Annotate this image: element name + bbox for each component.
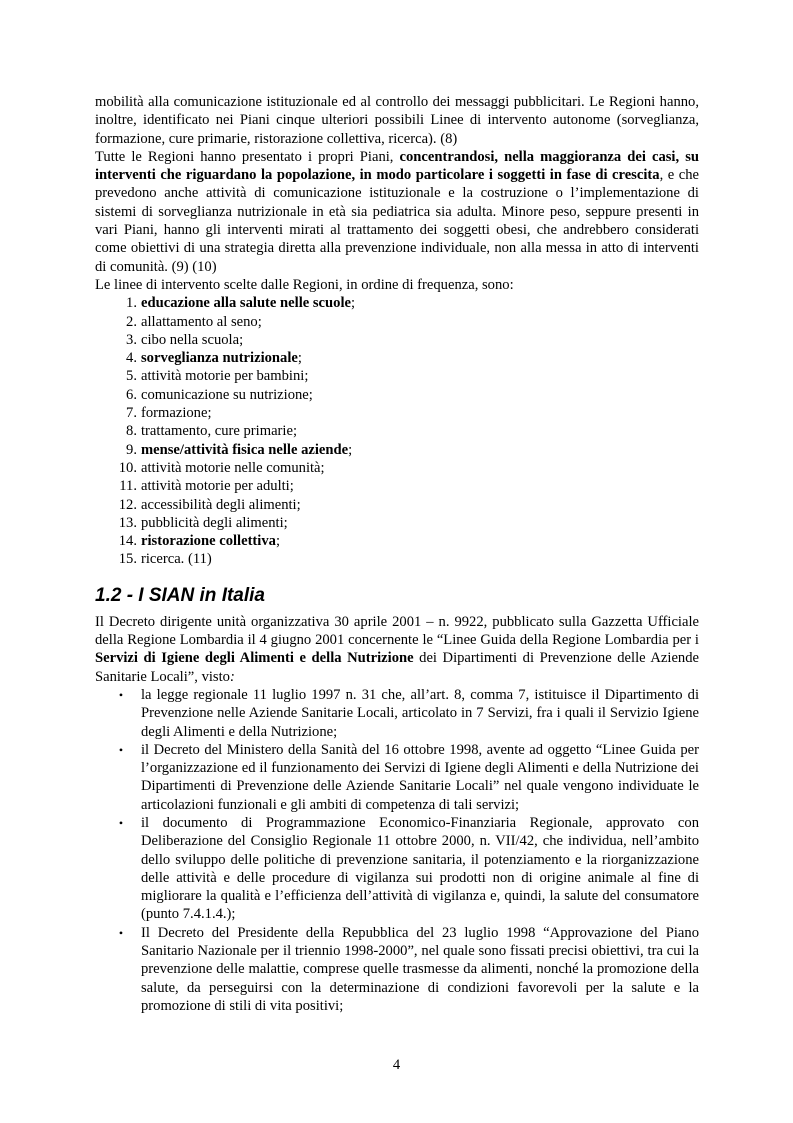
list-number: 14. <box>118 533 137 550</box>
list-text <box>141 496 301 514</box>
decree-text-emphasis: Servizi di Igiene degli Alimenti e della Nutrizione <box>95 650 414 667</box>
list-number: 1. <box>126 295 137 312</box>
list-text-main: accessibilità degli alimenti; <box>141 496 301 513</box>
list-text-main: attività motorie nelle comunità; <box>141 459 325 476</box>
list-text-main: comunicazione su nutrizione; <box>141 386 313 403</box>
list-number: 4. <box>126 350 137 367</box>
list-text <box>141 459 325 477</box>
intro-paragraph-3: Le linee di intervento scelte dalle Regioni, in ordine di frequenza, sono: <box>95 276 514 293</box>
list-text-main: educazione alla salute nelle scuole <box>141 295 351 312</box>
reference-text: Il Decreto del Presidente della Repubblica del 23 luglio 1998 “Approvazione del Piano Sanitario Nazionale per il triennio 1998-2000”, nel quale sono fissati precisi obiettivi, tra cui la prevenzione delle malattie, comprese quelle trasmesse da alimenti, nonché la promozione della salute, da perseguirsi con la determinazione di condizioni favorevoli per la salute e la promozione di stili di vita positivi; <box>141 924 699 1014</box>
intervention-line-item <box>95 294 699 312</box>
decree-text-end: dei Dipartimenti di Prevenzione delle Aziende Sanitarie Locali”, visto <box>95 650 699 685</box>
list-text <box>141 404 212 422</box>
intervention-line-item <box>95 514 699 532</box>
intro-paragraph-2-emphasis: concentrandosi, nella maggioranza dei casi, su interventi che riguardano la popolazione, in modo particolare i soggetti in fase di crescita <box>95 148 699 184</box>
list-text-main: formazione; <box>141 405 212 422</box>
list-number: 3. <box>126 331 137 348</box>
list-text-main: ricerca. (11) <box>141 551 212 568</box>
reference-text: il documento di Programmazione Economico-Finanziaria Regionale, approvato con Deliberazione del Consiglio Regionale 11 ottobre 2000, n. VII/42, che individua, nell’ambito dello sviluppo delle politiche di prevenzione sanitaria, il potenziamento e la riorganizzazione delle attività e delle procedure di vigilanza sui prodotti non di origine animale al fine di migliorare la qualità e l’efficienza dell’attività di vigilanza e, quindi, la salute del consumatore (punto 7.4.1.4.); <box>141 814 699 923</box>
list-number: 5. <box>126 368 137 385</box>
intervention-line-item <box>95 496 699 514</box>
list-text <box>141 294 355 312</box>
list-text-main: sorveglianza nutrizionale <box>141 350 298 367</box>
page-number: 4 <box>392 1057 401 1073</box>
list-text-suffix: ; <box>350 295 356 312</box>
intervention-lines-list <box>95 294 699 568</box>
intervention-line-item <box>95 422 699 440</box>
bullet-icon: • <box>118 742 124 757</box>
list-number: 2. <box>126 313 137 330</box>
intro-paragraph-1: mobilità alla comunicazione istituzionale ed al controllo dei messaggi pubblicitari. Le Regioni hanno, inoltre, identificato nei Piani cinque ulteriori possibili Linee di intervento autonome (sorveglianza, formazione, cure primarie, ristorazione collettiva, ricerca). (8) <box>95 94 699 147</box>
intervention-line-item <box>95 331 699 349</box>
bullet-icon: • <box>118 815 124 830</box>
list-text-main: attività motorie per bambini; <box>141 368 309 385</box>
reference-item <box>95 686 699 741</box>
list-text <box>141 514 288 532</box>
list-text-main: pubblicità degli alimenti; <box>141 514 288 531</box>
decree-text-start: Il Decreto dirigente unità organizzativa 30 aprile 2001 – n. 9922, pubblicato sulla Gazzetta Ufficiale della Regione Lombardia il 4 giugno 2001 concernente le “Linee Guida della Regione Lombardia per i <box>95 613 699 649</box>
reference-item <box>95 814 699 924</box>
list-text <box>141 477 294 495</box>
list-text <box>141 313 262 331</box>
list-number: 9. <box>126 441 137 458</box>
bullet-icon: • <box>118 687 124 702</box>
list-text <box>141 349 302 367</box>
list-text <box>141 422 297 440</box>
intervention-line-item <box>95 550 699 568</box>
section-heading: 1.2 - I SIAN in Italia <box>95 584 265 606</box>
intervention-line-item <box>95 313 699 331</box>
list-text-main: trattamento, cure primarie; <box>141 423 297 440</box>
reference-text: il Decreto del Ministero della Sanità del 16 ottobre 1998, avente ad oggetto “Linee Guida per l’organizzazione ed il funzionamento dei Servizi di Igiene degli Alimenti e della Nutrizione dei Dipartimenti di Prevenzione delle Aziende Sanitarie Locali” nel quale vengono individuate le articolazioni funzionali e gli ambiti di competenza di tali servizi; <box>141 741 699 813</box>
reference-text: la legge regionale 11 luglio 1997 n. 31 che, all’art. 8, comma 7, istituisce il Dipartimento di Prevenzione nelle Aziende Sanitarie Locali, articolato in 7 Servizi, fra i quali il Servizio Igiene degli Alimenti e della Nutrizione; <box>141 686 699 740</box>
list-text <box>141 550 212 568</box>
intro-paragraph-2-start: Tutte le Regioni hanno presentato i propri Piani, <box>95 148 400 165</box>
intervention-line-item <box>95 367 699 385</box>
intervention-line-item <box>95 477 699 495</box>
intervention-line-item <box>95 349 699 367</box>
list-text-main: ristorazione collettiva <box>141 533 276 550</box>
legal-references-list <box>95 686 699 1015</box>
list-text <box>141 441 352 459</box>
intervention-line-item <box>95 404 699 422</box>
list-text-main: mense/attività fisica nelle aziende <box>141 441 349 458</box>
list-number: 7. <box>126 405 137 422</box>
list-text-main: attività motorie per adulti; <box>141 478 294 495</box>
list-text <box>141 331 243 349</box>
list-number: 10. <box>118 459 137 476</box>
list-text <box>141 367 308 385</box>
list-text-suffix: ; <box>297 350 302 367</box>
list-text <box>141 532 280 550</box>
list-text-suffix: ; <box>348 441 353 458</box>
reference-item <box>95 741 699 814</box>
decree-paragraph <box>95 613 699 686</box>
list-number: 15. <box>118 551 137 568</box>
decree-text-colon: : <box>229 668 235 685</box>
list-text-main: allattamento al seno; <box>141 313 262 330</box>
intervention-line-item <box>95 386 699 404</box>
bullet-icon: • <box>118 925 124 940</box>
list-text-suffix: ; <box>275 533 281 550</box>
intro-paragraph-2-end: , e che prevedono anche attività di comunicazione istituzionale e la costruzione o l’implementazione di sistemi di sorveglianza nutrizionale in età sia pediatrica sia adulta. Minore peso, seppure presenti in vari Piani, hanno gli interventi mirati al trattamento dei soggetti obesi, che andrebbero considerati come obiettivi di una strategia diretta alla prevenzione individuale, non alla messa in atto di interventi di comunità. (9) (10) <box>95 167 699 275</box>
intervention-line-item <box>95 532 699 550</box>
list-number: 11. <box>119 478 137 495</box>
intervention-line-item <box>95 441 699 459</box>
intro-paragraph-2 <box>95 148 699 276</box>
list-number: 8. <box>126 423 137 440</box>
reference-item <box>95 924 699 1015</box>
list-text <box>141 386 313 404</box>
list-number: 13. <box>118 514 137 531</box>
intervention-line-item <box>95 459 699 477</box>
list-number: 6. <box>126 386 137 403</box>
list-text-main: cibo nella scuola; <box>141 331 244 348</box>
page-content <box>95 93 699 1015</box>
list-number: 12. <box>118 496 137 513</box>
